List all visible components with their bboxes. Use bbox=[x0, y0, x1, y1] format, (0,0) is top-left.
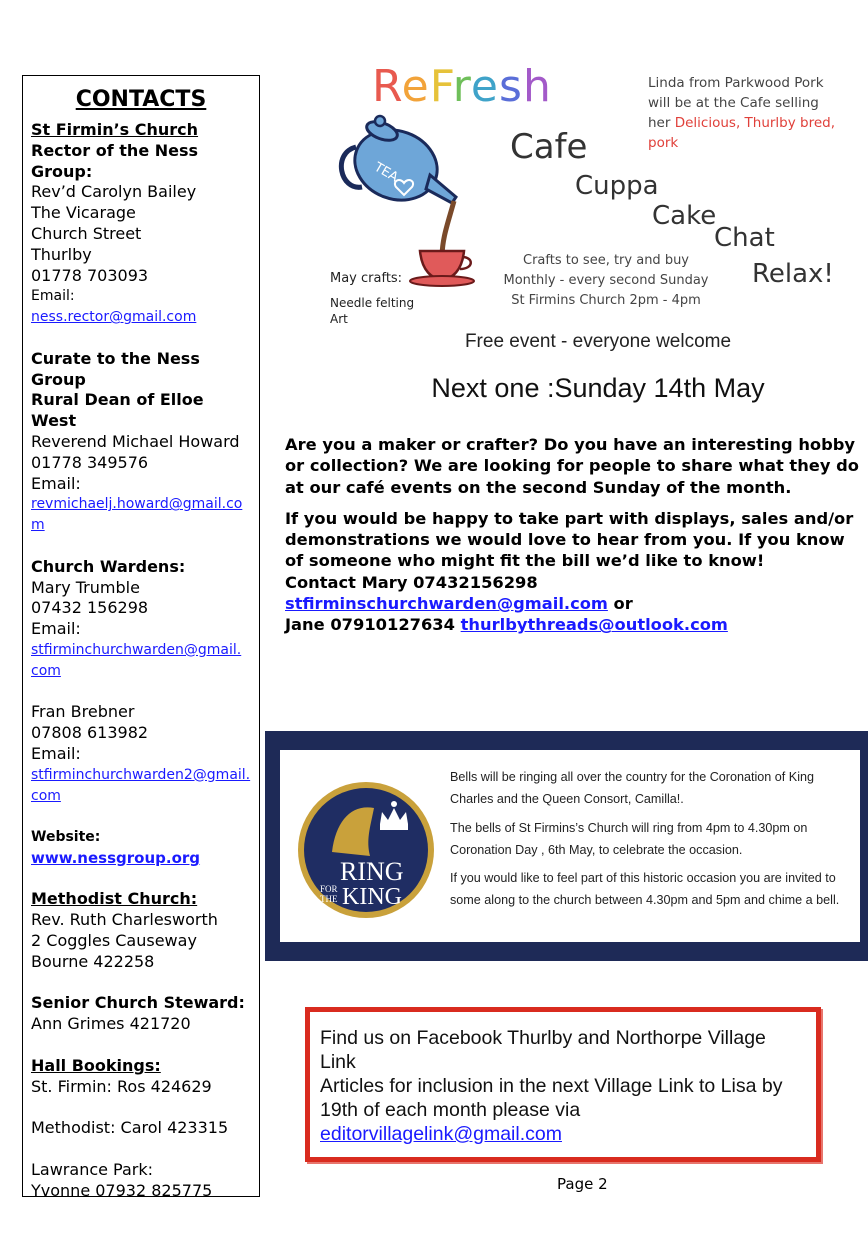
bells-paragraph: If you would like to feel part of this historic occasion you are invited to some along to the church between 4.30pm and 5pm and chime a bell. bbox=[450, 871, 840, 908]
title-letter: r bbox=[452, 61, 471, 112]
title-letter: F bbox=[429, 61, 453, 112]
jane-contact: Jane 07910127634 bbox=[285, 615, 461, 635]
bells-text bbox=[450, 766, 855, 918]
next-event-date: Next one :Sunday 14th May bbox=[431, 373, 765, 403]
steward-heading: Senior Church Steward: bbox=[31, 993, 245, 1013]
facebook-line: Find us on Facebook Thurlby and Northorpe Village Link bbox=[320, 1027, 766, 1073]
warden2-name: Fran Brebner bbox=[31, 702, 135, 722]
linda-line: Linda from Parkwood Pork bbox=[648, 75, 824, 91]
cake-word: Cake bbox=[652, 201, 717, 231]
linda-line-red: pork bbox=[648, 135, 679, 151]
contacts-panel bbox=[22, 75, 260, 1200]
warden2-email-link[interactable]: stfirminchurchwarden2@gmail.com bbox=[31, 766, 251, 804]
refresh-title bbox=[372, 61, 552, 112]
maker-contact-line: Contact Mary 07432156298 bbox=[285, 572, 538, 592]
maker-paragraph: If you would be happy to take part with displays, sales and/or demonstrations we would love to hear from you. If you know of someone who might fit the bill we’d like to know! bbox=[285, 508, 854, 571]
website-link[interactable]: www.nessgroup.org bbox=[31, 848, 201, 867]
facebook-notice-box bbox=[305, 1007, 821, 1162]
hall-methodist: Methodist: Carol 423315 bbox=[31, 1118, 229, 1138]
title-letter: e bbox=[470, 61, 499, 112]
curate-name: Reverend Michael Howard bbox=[31, 431, 240, 451]
craft-item: Art bbox=[330, 312, 348, 326]
warden2-phone: 07808 613982 bbox=[31, 723, 149, 743]
steward-contact: Ann Grimes 421720 bbox=[31, 1014, 191, 1034]
maker-paragraph: Are you a maker or crafter? Do you have an interesting hobby or collection? We are looking for people to share what they do at our café events on the second Sunday of the month. bbox=[285, 435, 859, 497]
curate-heading: Curate to the Ness Group bbox=[31, 348, 200, 389]
logo-the-text: THE bbox=[320, 894, 338, 904]
email-label: Email: bbox=[31, 743, 81, 763]
rector-email-link[interactable]: ness.rector@gmail.com bbox=[31, 309, 197, 326]
email-label: Email: bbox=[31, 473, 81, 493]
may-crafts-label: May crafts: bbox=[330, 271, 403, 286]
bells-paragraph: Bells will be ringing all over the country for the Coronation of King Charles and the Queen Consort, Camilla!. bbox=[450, 770, 815, 807]
methodist-heading: Methodist Church: bbox=[31, 889, 198, 909]
curate-phone: 01778 349576 bbox=[31, 452, 149, 472]
teapot-illustration bbox=[338, 113, 488, 288]
cafe-word: Cafe bbox=[510, 127, 588, 167]
title-letter: e bbox=[401, 61, 430, 112]
cuppa-word: Cuppa bbox=[575, 171, 659, 201]
free-event-text: Free event - everyone welcome bbox=[464, 331, 732, 352]
linda-line-red: Delicious, Thurlby bred, bbox=[674, 115, 836, 131]
articles-line: Articles for inclusion in the next Village Link to Lisa by 19th of each month please via bbox=[320, 1075, 783, 1121]
relax-word: Relax! bbox=[752, 259, 834, 289]
may-crafts-list bbox=[330, 295, 414, 327]
jane-email-link[interactable]: thurlbythreads@outlook.com bbox=[460, 615, 728, 635]
contacts-title: CONTACTS bbox=[75, 87, 207, 112]
methodist-address: 2 Coggles Causeway bbox=[31, 931, 197, 951]
maker-appeal bbox=[285, 434, 863, 636]
hall-heading: Hall Bookings: bbox=[31, 1055, 161, 1075]
church-heading: St Firmin’s Church bbox=[31, 120, 199, 139]
rector-address-line: Thurlby bbox=[31, 244, 92, 264]
warden1-phone: 07432 156298 bbox=[31, 598, 149, 618]
teapot-label: TEA bbox=[371, 159, 401, 186]
email-label: Email: bbox=[31, 288, 75, 305]
rector-phone: 01778 703093 bbox=[31, 265, 149, 285]
ring-for-the-king-banner bbox=[265, 731, 868, 961]
logo-for-text: FOR bbox=[320, 884, 338, 894]
website-label: Website: bbox=[31, 829, 101, 846]
logo-ring-text: RING bbox=[340, 857, 404, 886]
logo-king-text: KING bbox=[342, 884, 402, 910]
rector-address-line: Church Street bbox=[31, 223, 142, 243]
bells-paragraph: The bells of St Firmins’s Church will ring from 4pm to 4.30pm on Coronation Day , 6th May, to celebrate the occasion. bbox=[450, 820, 808, 857]
rector-address-line: The Vicarage bbox=[31, 203, 136, 223]
methodist-minister: Rev. Ruth Charlesworth bbox=[31, 910, 218, 930]
rural-dean-heading: Rural Dean of Elloe West bbox=[31, 390, 204, 431]
crafts-line: Monthly - every second Sunday bbox=[503, 273, 709, 288]
mary-email-link[interactable]: stfirminschurchwarden@gmail.com bbox=[285, 594, 608, 614]
wardens-heading: Church Wardens: bbox=[31, 556, 186, 576]
title-letter: R bbox=[372, 61, 402, 112]
hall-lawrance-label: Lawrance Park: bbox=[31, 1159, 154, 1179]
methodist-town-phone: Bourne 422258 bbox=[31, 951, 155, 971]
banner-inner bbox=[280, 750, 860, 942]
ring-for-the-king-logo bbox=[296, 780, 436, 920]
chat-word: Chat bbox=[714, 223, 775, 253]
crafts-line: Crafts to see, try and buy bbox=[523, 253, 689, 268]
email-label: Email: bbox=[31, 619, 81, 639]
title-letter: h bbox=[522, 61, 552, 112]
curate-email-link[interactable]: revmichaelj.howard@gmail.com bbox=[31, 496, 243, 534]
editor-email-link[interactable]: editorvillagelink@gmail.com bbox=[320, 1123, 562, 1145]
hall-firmin: St. Firmin: Ros 424629 bbox=[31, 1076, 212, 1096]
crafts-note bbox=[496, 251, 716, 311]
title-letter: s bbox=[499, 61, 523, 112]
craft-item: Needle felting bbox=[330, 296, 415, 310]
rector-name: Rev’d Carolyn Bailey bbox=[31, 182, 197, 202]
refresh-cafe-poster bbox=[300, 55, 860, 415]
linda-line: her bbox=[648, 115, 675, 131]
linda-note bbox=[648, 73, 848, 153]
linda-line: will be at the Cafe selling bbox=[648, 95, 819, 111]
page-number: Page 2 bbox=[557, 1175, 608, 1193]
warden1-name: Mary Trumble bbox=[31, 577, 140, 597]
rector-heading: Rector of the Ness Group: bbox=[31, 140, 199, 181]
or-text: or bbox=[607, 594, 633, 614]
hall-lawrance-contact: Yvonne 07932 825775 bbox=[31, 1180, 213, 1200]
warden1-email-link[interactable]: stfirminchurchwarden@gmail. com bbox=[31, 641, 242, 679]
crafts-line: St Firmins Church 2pm - 4pm bbox=[511, 293, 701, 308]
